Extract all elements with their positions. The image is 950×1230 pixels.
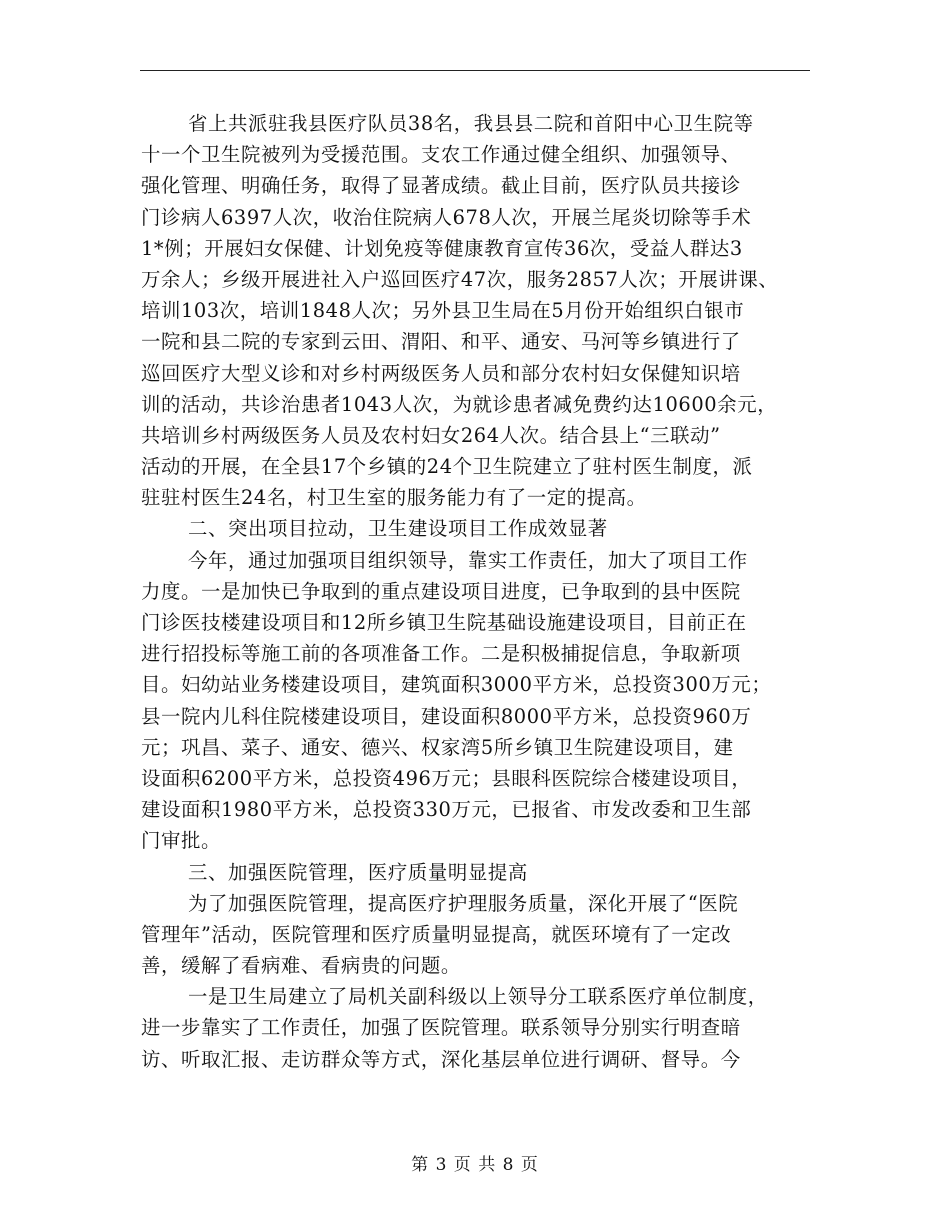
section-heading: 三、加强医院管理，医疗质量明显提高 <box>188 860 528 884</box>
header-rule <box>140 70 810 71</box>
text-line: 今年，通过加强项目组织领导，靠实工作责任，加大了项目工作 <box>188 548 748 572</box>
text-line: 县一院内儿科住院楼建设项目，建设面积8000平方米，总投资960万 <box>141 704 752 728</box>
text-line: 进行招投标等施工前的各项准备工作。二是积极捕捉信息，争取新项 <box>141 642 741 666</box>
section-heading: 二、突出项目拉动，卫生建设项目工作成效显著 <box>188 517 608 541</box>
text-line: 活动的开展，在全县17个乡镇的24个卫生院建立了驻村医生制度，派 <box>141 455 753 479</box>
text-line: 门诊病人6397人次，收治住院病人678人次，开展兰尾炎切除等手术 <box>141 205 752 229</box>
text-line: 为了加强医院管理，提高医疗护理服务质量，深化开展了“医院 <box>188 891 739 915</box>
text-line: 管理年”活动，医院管理和医疗质量明显提高，就医环境有了一定改 <box>141 922 732 946</box>
text-line: 元；巩昌、菜子、通安、德兴、权家湾5所乡镇卫生院建设项目，建 <box>141 735 734 759</box>
text-line: 目。妇幼站业务楼建设项目，建筑面积3000平方米，总投资300万元； <box>141 673 772 697</box>
text-line: 门审批。 <box>141 829 221 853</box>
text-line: 强化管理、明确任务，取得了显著成绩。截止目前，医疗队员共接诊 <box>141 174 741 198</box>
text-line: 建设面积1980平方米，总投资330万元，已报省、市发改委和卫生部 <box>141 798 752 822</box>
text-line: 访、听取汇报、走访群众等方式，深化基层单位进行调研、督导。今 <box>141 1047 741 1071</box>
text-line: 一院和县二院的专家到云田、渭阳、和平、通安、马河等乡镇进行了 <box>141 330 741 354</box>
text-line: 设面积6200平方米，总投资496万元；县眼科医院综合楼建设项目， <box>141 766 752 790</box>
text-line: 1*例；开展妇女保健、计划免疫等健康教育宣传36次，受益人群达3 <box>141 236 743 260</box>
document-body <box>141 108 823 1075</box>
text-line: 培训103次，培训1848人次；另外县卫生局在5月份开始组织白银市 <box>141 299 745 323</box>
text-line: 十一个卫生院被列为受援范围。支农工作通过健全组织、加强领导、 <box>141 143 741 167</box>
page-number: 第 3 页 共 8 页 <box>411 1155 539 1175</box>
text-line: 驻驻村医生24名，村卫生室的服务能力有了一定的提高。 <box>141 486 647 510</box>
text-line: 巡回医疗大型义诊和对乡村两级医务人员和部分农村妇女保健知识培 <box>141 361 741 385</box>
text-line: 共培训乡村两级医务人员及农村妇女264人次。结合县上“三联动” <box>141 423 721 447</box>
text-line: 训的活动，共诊治患者1043人次，为就诊患者减免费约达10600余元， <box>141 392 778 416</box>
text-line: 万余人；乡级开展进社入户巡回医疗47次，服务2857人次；开展讲课、 <box>141 267 779 291</box>
text-line: 力度。一是加快已争取到的重点建设项目进度，已争取到的县中医院 <box>141 579 741 603</box>
text-line: 省上共派驻我县医疗队员38名，我县县二院和首阳中心卫生院等 <box>188 112 754 135</box>
text-line: 善，缓解了看病难、看病贵的问题。 <box>141 954 461 978</box>
text-line: 一是卫生局建立了局机关副科级以上领导分工联系医疗单位制度， <box>188 985 768 1009</box>
text-line: 门诊医技楼建设项目和12所乡镇卫生院基础设施建设项目，目前正在 <box>141 611 747 634</box>
text-line: 进一步靠实了工作责任，加强了医院管理。联系领导分别实行明查暗 <box>141 1016 741 1040</box>
